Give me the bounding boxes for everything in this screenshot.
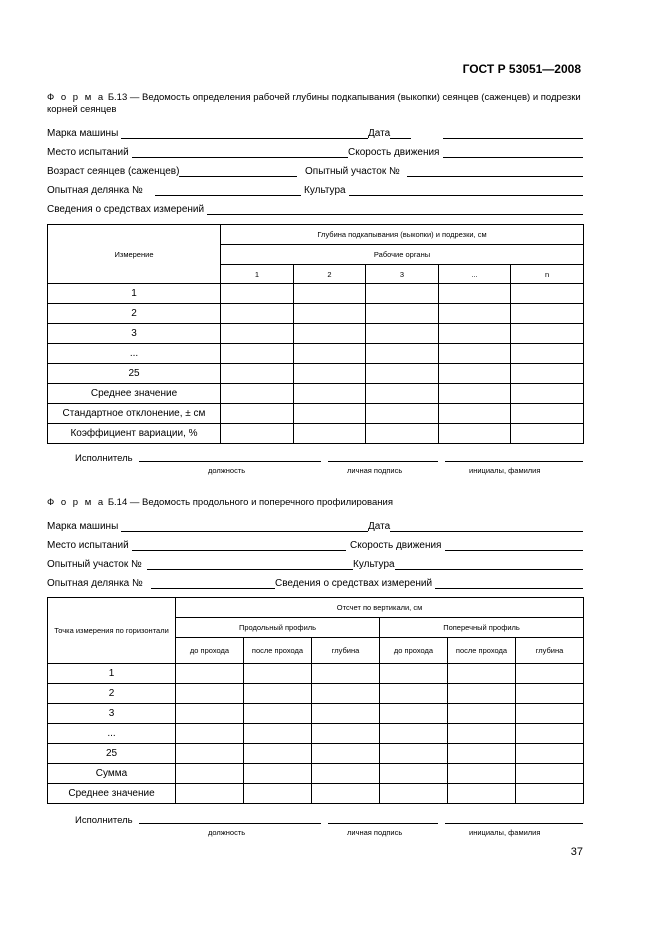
form14-date-label: Дата bbox=[368, 521, 391, 532]
form14-sub-after: после прохода bbox=[448, 638, 516, 664]
form13-row-label: Коэффициент вариации, % bbox=[48, 424, 221, 444]
form13-machine-label: Марка машины bbox=[47, 128, 119, 139]
table-row bbox=[48, 424, 584, 444]
table-row bbox=[48, 704, 584, 724]
form13-col-header: 3 bbox=[366, 265, 439, 284]
form13-culture-label: Культура bbox=[304, 185, 346, 196]
form13-date-label: Дата bbox=[368, 128, 391, 139]
form13-place-label: Место испытаний bbox=[47, 147, 129, 158]
form14-sub-before: до прохода bbox=[380, 638, 448, 664]
table-row bbox=[48, 324, 584, 344]
table-row bbox=[48, 364, 584, 384]
form14-rowlabel-header: Точка измерения по горизонтали bbox=[48, 598, 176, 664]
form13-signature-name: инициалы, фамилия bbox=[469, 466, 541, 475]
form14-row-label: 1 bbox=[48, 664, 176, 684]
form13-col-header: 2 bbox=[294, 265, 366, 284]
table-row bbox=[48, 764, 584, 784]
table-row bbox=[48, 724, 584, 744]
form13-caption bbox=[47, 92, 587, 116]
form13-plotno-label: Опытный участок № bbox=[305, 166, 400, 177]
form14-machine-label: Марка машины bbox=[47, 521, 119, 532]
form13-line-field bbox=[47, 185, 583, 199]
table-row bbox=[48, 344, 584, 364]
form14-sub-depth: глубина bbox=[312, 638, 380, 664]
form14-line-place bbox=[47, 540, 583, 554]
table-row bbox=[48, 784, 584, 804]
form14-caption bbox=[47, 497, 587, 509]
form14-sub-after: после прохода bbox=[244, 638, 312, 664]
form14-row-label: Сумма bbox=[48, 764, 176, 784]
form13-group-header: Глубина подкапывания (выкопки) и подрезки, см bbox=[221, 225, 584, 245]
form14-caption-prefix: Ф о р м а bbox=[47, 497, 106, 508]
form14-long-profile-header: Продольный профиль bbox=[176, 618, 380, 638]
form14-group-header: Отсчет по вертикали, см bbox=[176, 598, 584, 618]
form13-signature-label: Исполнитель bbox=[75, 453, 133, 464]
form14-signature bbox=[75, 815, 585, 841]
form13-col-header: n bbox=[511, 265, 584, 284]
form14-line-plot bbox=[47, 559, 583, 573]
form13-speed-label: Скорость движения bbox=[348, 147, 440, 158]
form13-age-label: Возраст сеянцев (саженцев) bbox=[47, 166, 180, 177]
standard-header: ГОСТ Р 53051—2008 bbox=[462, 62, 581, 76]
form13-line-machine bbox=[47, 128, 583, 142]
form14-sub-before: до прохода bbox=[176, 638, 244, 664]
form13-col-header: 1 bbox=[221, 265, 294, 284]
form14-row-label: 3 bbox=[48, 704, 176, 724]
form13-signature-position: должность bbox=[208, 466, 246, 475]
form13-row-label: ... bbox=[48, 344, 221, 364]
form14-plotno-label: Опытный участок № bbox=[47, 559, 142, 570]
form13-fieldno-label: Опытная делянка № bbox=[47, 185, 143, 196]
form13-line-age bbox=[47, 166, 583, 180]
form13-col-header: ... bbox=[439, 265, 511, 284]
table-row bbox=[48, 404, 584, 424]
table-row bbox=[48, 384, 584, 404]
form13-signature bbox=[75, 453, 585, 479]
form14-signature-position: должность bbox=[208, 828, 246, 837]
form14-cross-profile-header: Поперечный профиль bbox=[380, 618, 584, 638]
form14-signature-label: Исполнитель bbox=[75, 815, 133, 826]
table-row bbox=[48, 684, 584, 704]
form14-culture-label: Культура bbox=[353, 559, 395, 570]
form14-row-label: Среднее значение bbox=[48, 784, 176, 804]
form13-row-label: 1 bbox=[48, 284, 221, 304]
form13-subgroup-header: Рабочие органы bbox=[221, 245, 584, 265]
form13-row-label: 3 bbox=[48, 324, 221, 344]
form13-rowlabel-header: Измерение bbox=[48, 225, 221, 284]
form14-row-label: ... bbox=[48, 724, 176, 744]
form14-line-machine bbox=[47, 521, 583, 535]
form13-table bbox=[47, 224, 584, 444]
form14-row-label: 2 bbox=[48, 684, 176, 704]
form13-row-label: 2 bbox=[48, 304, 221, 324]
form13-instruments-label: Сведения о средствах измерений bbox=[47, 204, 205, 215]
form14-table bbox=[47, 597, 584, 804]
form14-speed-label: Скорость движения bbox=[350, 540, 442, 551]
table-row bbox=[48, 284, 584, 304]
form13-signature-sign: личная подпись bbox=[347, 466, 403, 475]
form14-line-field bbox=[47, 578, 583, 592]
form13-row-label: Среднее значение bbox=[48, 384, 221, 404]
table-row bbox=[48, 744, 584, 764]
form13-row-label: Стандартное отклонение, ± см bbox=[48, 404, 221, 424]
form14-signature-name: инициалы, фамилия bbox=[469, 828, 541, 837]
form13-line-instruments bbox=[47, 204, 583, 218]
form13-caption-prefix: Ф о р м а bbox=[47, 92, 106, 103]
form14-signature-sign: личная подпись bbox=[347, 828, 403, 837]
form13-line-place bbox=[47, 147, 583, 161]
form14-sub-depth: глубина bbox=[516, 638, 584, 664]
table-row bbox=[48, 664, 584, 684]
form13-caption-text: Б.13 — Ведомость определения рабочей глубины подкапывания (выкопки) сеянцев (саженцев) и подрезки корней сеянцев bbox=[47, 92, 581, 115]
form14-row-label: 25 bbox=[48, 744, 176, 764]
form13-row-label: 25 bbox=[48, 364, 221, 384]
form14-fieldno-label: Опытная делянка № bbox=[47, 578, 143, 589]
form14-place-label: Место испытаний bbox=[47, 540, 129, 551]
form14-instruments-label: Сведения о средствах измерений bbox=[275, 578, 433, 589]
table-row bbox=[48, 304, 584, 324]
page-number: 37 bbox=[570, 846, 583, 858]
form14-caption-text: Б.14 — Ведомость продольного и поперечного профилирования bbox=[107, 497, 393, 508]
